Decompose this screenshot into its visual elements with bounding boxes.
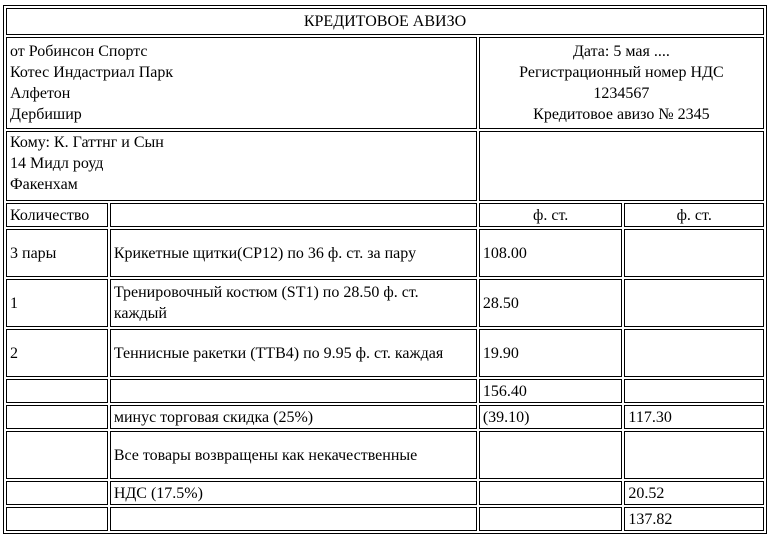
column-header-row: [6, 203, 764, 227]
title-row: [6, 8, 764, 35]
subtotal-amount: 156.40: [479, 379, 623, 403]
row-amount1: [479, 481, 623, 505]
table-row: [6, 405, 764, 429]
row-description: [110, 379, 477, 403]
row-description: Теннисные ракетки (TTB4) по 9.95 ф. ст. каждая: [110, 329, 477, 377]
discount-amount: (39.10): [479, 405, 623, 429]
row-description: Тренировочный костюм (ST1) по 28.50 ф. ст. каждый: [110, 279, 477, 327]
credit-note-number: Кредитовое авизо № 2345: [533, 106, 710, 123]
amount1-header: ф. ст.: [479, 203, 623, 227]
row-amount2: [624, 379, 764, 403]
row-quantity: [6, 507, 108, 531]
row-description: [110, 507, 477, 531]
row-amount2: [624, 229, 764, 277]
document-info: [479, 37, 764, 129]
row-amount2: [624, 279, 764, 327]
discount-label: минус торговая скидка (25%): [110, 405, 477, 429]
table-row: [6, 329, 764, 377]
recipient-line: Кому: К. Гаттнг и Сын: [10, 134, 164, 151]
row-amount1: [479, 431, 623, 479]
row-amount1: 108.00: [479, 229, 623, 277]
row-quantity: [6, 431, 108, 479]
row-amount2: [624, 329, 764, 377]
sender-line: Алфетон: [10, 85, 71, 102]
recipient-row: [6, 131, 764, 201]
row-description: Крикетные щитки(CP12) по 36 ф. ст. за пару: [110, 229, 477, 277]
vat-label: НДС (17.5%): [110, 481, 477, 505]
table-row: [6, 229, 764, 277]
return-note: Все товары возвращены как некачественные: [110, 431, 477, 479]
row-amount1: [479, 507, 623, 531]
vat-reg-label: Регистрационный номер НДС: [519, 64, 724, 81]
row-quantity: 1: [6, 279, 108, 327]
recipient-line: 14 Мидл роуд: [10, 155, 104, 172]
net-amount: 117.30: [624, 405, 764, 429]
row-quantity: 2: [6, 329, 108, 377]
row-amount2: [624, 431, 764, 479]
sender-line: Котес Индастриал Парк: [10, 64, 174, 81]
vat-amount: 20.52: [624, 481, 764, 505]
row-amount1: 19.90: [479, 329, 623, 377]
sender-line: от Робинсон Спортс: [10, 43, 148, 60]
table-row: [6, 279, 764, 327]
amount2-header: ф. ст.: [624, 203, 764, 227]
recipient-line: Факенхам: [10, 176, 78, 193]
recipient-blank-cell: [479, 131, 764, 201]
table-row: [6, 481, 764, 505]
row-amount1: 28.50: [479, 279, 623, 327]
row-quantity: [6, 481, 108, 505]
row-quantity: [6, 379, 108, 403]
date-line: Дата: 5 мая ....: [573, 43, 670, 60]
table-row: [6, 507, 764, 531]
row-quantity: [6, 405, 108, 429]
quantity-header: Количество: [6, 203, 108, 227]
row-quantity: 3 пары: [6, 229, 108, 277]
total-amount: 137.82: [624, 507, 764, 531]
credit-note-document: [3, 5, 767, 534]
table-row: [6, 431, 764, 479]
sender-line: Дербишир: [10, 106, 82, 123]
table-row: [6, 379, 764, 403]
recipient-address: [6, 131, 477, 201]
vat-reg-number: 1234567: [593, 85, 650, 102]
sender-address: [6, 37, 477, 129]
credit-note-table: [3, 5, 767, 534]
description-header: [110, 203, 477, 227]
header-row: [6, 37, 764, 129]
document-title: КРЕДИТОВОЕ АВИЗО: [6, 8, 764, 35]
